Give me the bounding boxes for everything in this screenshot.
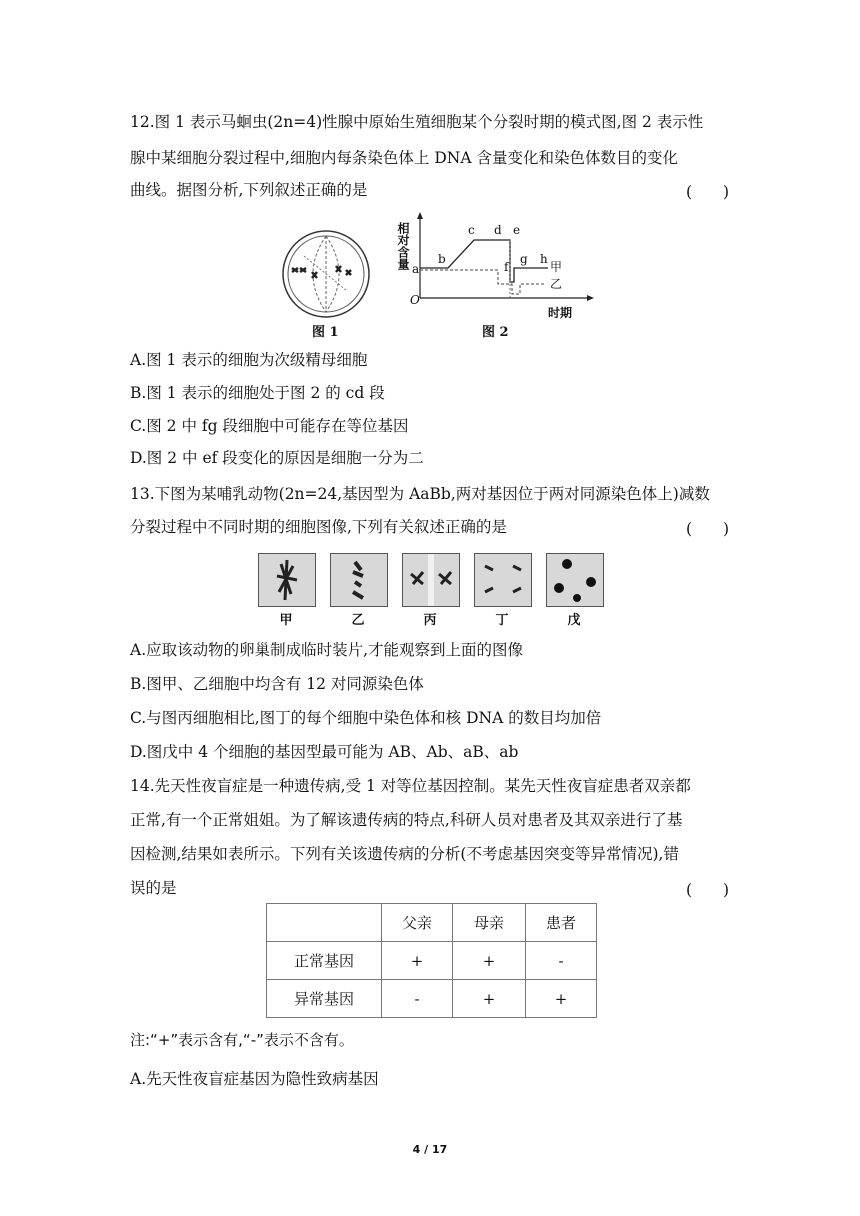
table-cell: - (382, 980, 453, 1018)
q12-figure-2-point-f: f (504, 260, 509, 274)
q13-cell-label-jia: 甲 (279, 613, 293, 628)
q12-figure-2-xlabel: 时期 (548, 306, 573, 320)
table-header-cell: 母亲 (453, 904, 526, 942)
table-row (267, 904, 597, 942)
q13-stem-line-1: 13.下图为某哺乳动物(2n=24,基因型为 AaBb,两对基因位于两对同源染色体上)减数 (130, 485, 710, 503)
table-cell: 异常基因 (267, 980, 382, 1018)
q13-cell-image-ding (474, 553, 532, 607)
q12-option-b: B.图 1 表示的细胞处于图 2 的 cd 段 (130, 384, 385, 402)
q14-table-note: 注:“+”表示含有,“-”表示不含有。 (130, 1031, 354, 1049)
table-row (267, 980, 597, 1018)
q13-option-a: A.应取该动物的卵巢制成临时装片,才能观察到上面的图像 (130, 641, 524, 659)
q13-cell-label-yi: 乙 (351, 613, 365, 628)
q14-gene-table (266, 903, 597, 1018)
q12-figure-2-point-b: b (438, 252, 446, 266)
q13-cell-image-wu (546, 553, 604, 607)
q13-stem-line-2: 分裂过程中不同时期的细胞图像,下列有关叙述正确的是 (130, 518, 507, 536)
table-header-cell: 患者 (526, 904, 597, 942)
table-cell: + (453, 980, 526, 1018)
q13-cell-image-yi (330, 553, 388, 607)
q12-figure-2-point-e: e (513, 223, 521, 237)
q13-option-c: C.与图丙细胞相比,图丁的每个细胞中染色体和核 DNA 的数目均加倍 (130, 709, 602, 727)
q12-stem-line-2: 腺中某细胞分裂过程中,细胞内每条染色体上 DNA 含量变化和染色体数目的变化 (130, 149, 678, 167)
q12-figure-2-point-c: c (468, 223, 475, 237)
q14-stem-line-1: 14.先天性夜盲症是一种遗传病,受 1 对等位基因控制。某先天性夜盲症患者双亲都 (130, 777, 691, 795)
q12-figure-2-point-h: h (540, 252, 548, 266)
q13-answer-paren: ( ) (686, 520, 730, 538)
q14-answer-paren: ( ) (686, 881, 730, 899)
q12-stem-line-3: 曲线。据图分析,下列叙述正确的是 (130, 181, 368, 199)
q12-figure-2-point-d: d (494, 223, 502, 237)
q13-option-d: D.图戊中 4 个细胞的基因型最可能为 AB、Ab、aB、ab (130, 743, 519, 761)
q13-cell-image-jia (258, 553, 316, 607)
q12-figure-2-point-g: g (520, 252, 528, 266)
q14-stem-line-2: 正常,有一个正常姐姐。为了解该遗传病的特点,科研人员对患者及其双亲进行了基 (130, 811, 683, 829)
q12-figure-2-point-a: a (412, 262, 420, 276)
table-cell: - (526, 942, 597, 980)
q12-figure-2-series-jia: 甲 (550, 260, 563, 274)
q13-cell-label-bing: 丙 (423, 613, 437, 628)
q13-cell-image-bing (402, 553, 460, 607)
q12-figure-2-series-yi: 乙 (550, 277, 563, 291)
q14-option-a: A.先天性夜盲症基因为隐性致病基因 (130, 1070, 379, 1088)
q14-stem-line-4: 误的是 (130, 879, 177, 897)
table-cell: + (526, 980, 597, 1018)
q12-figure-2-caption: 图 2 (482, 325, 509, 340)
q13-cell-label-ding: 丁 (495, 613, 509, 628)
q12-option-c: C.图 2 中 fg 段细胞中可能存在等位基因 (130, 417, 409, 435)
q12-figure-1 (280, 228, 372, 320)
table-row (267, 942, 597, 980)
page-number: 4 / 17 (412, 1143, 448, 1156)
q12-figure-2-origin: O (410, 293, 420, 307)
q12-figure-2-ylabel: 相对含量 (396, 222, 410, 270)
table-header-cell (267, 904, 382, 942)
q13-cell-label-wu: 戊 (567, 613, 581, 628)
table-header-cell: 父亲 (382, 904, 453, 942)
q12-answer-paren: ( ) (686, 183, 730, 201)
table-cell: + (453, 942, 526, 980)
table-cell: + (382, 942, 453, 980)
q13-option-b: B.图甲、乙细胞中均含有 12 对同源染色体 (130, 675, 424, 693)
q12-option-a: A.图 1 表示的细胞为次级精母细胞 (130, 351, 368, 369)
q12-option-d: D.图 2 中 ef 段变化的原因是细胞一分为二 (130, 449, 424, 467)
q12-figure-1-caption: 图 1 (312, 325, 339, 340)
table-cell: 正常基因 (267, 942, 382, 980)
q14-stem-line-3: 因检测,结果如表所示。下列有关该遗传病的分析(不考虑基因突变等异常情况),错 (130, 845, 679, 863)
q12-stem-line-1: 12.图 1 表示马蛔虫(2n=4)性腺中原始生殖细胞某个分裂时期的模式图,图 2 表示性 (130, 113, 704, 131)
